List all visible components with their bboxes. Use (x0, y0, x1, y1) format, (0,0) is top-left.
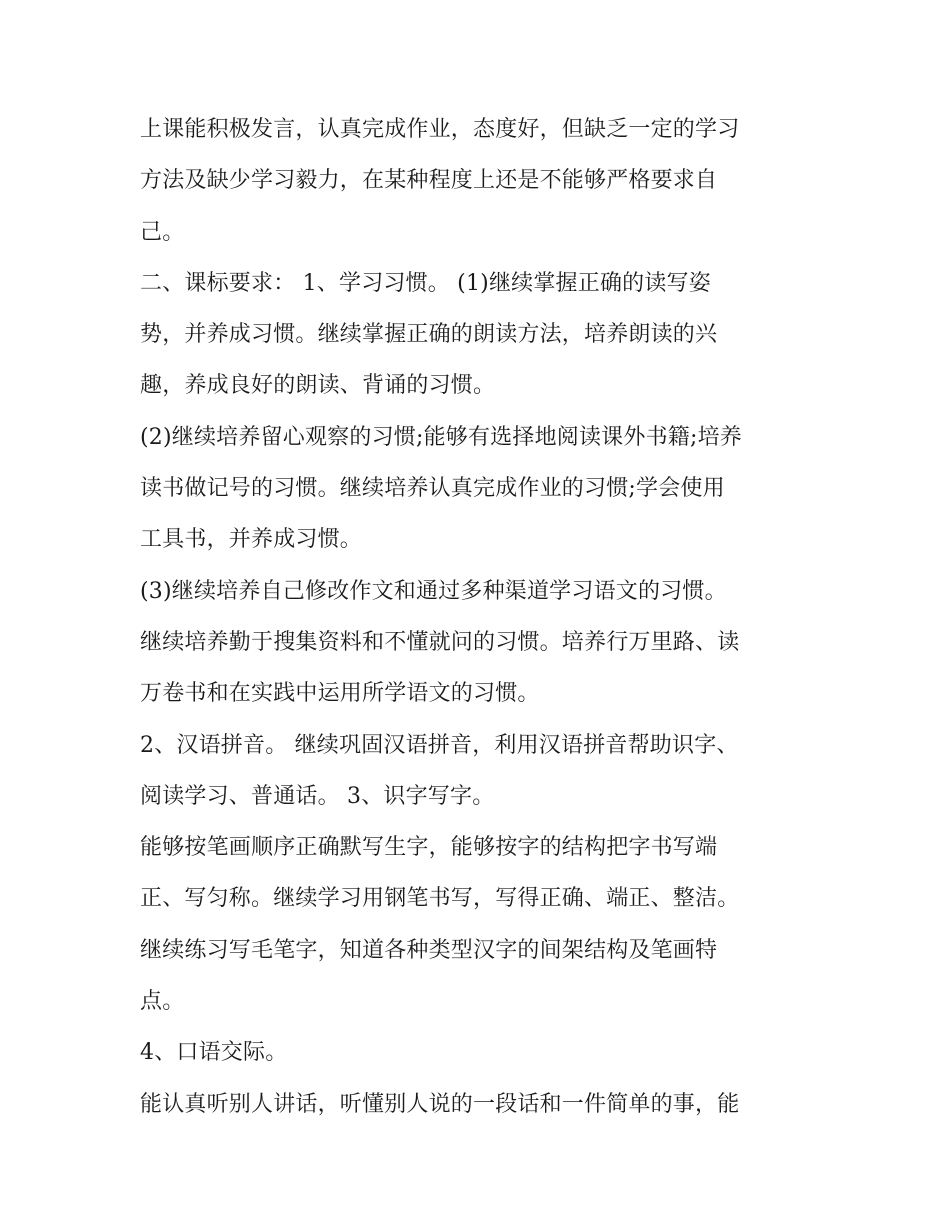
text-line: 万卷书和在实践中运用所学语文的习惯。 (140, 681, 540, 707)
text-line: 继续培养勤于搜集资料和不懂就问的习惯。培养行万里路、读 (140, 629, 740, 655)
text-line: 上课能积极发言，认真完成作业，态度好，但缺乏一定的学习 (140, 117, 740, 142)
text-line: 正、写匀称。继续学习用钢笔书写，写得正确、端正、整洁。 (140, 886, 740, 912)
text-line: 势，并养成习惯。继续掌握正确的朗读方法，培养朗读的兴 (140, 322, 718, 348)
text-line: 4、口语交际。 (140, 1040, 288, 1066)
text-line: 二、课标要求： 1、学习习惯。 (1)继续掌握正确的读写姿 (140, 270, 711, 296)
text-line: 能够按笔画顺序正确默写生字，能够按字的结构把字书写端 (140, 835, 718, 861)
text-line: 2、汉语拼音。 继续巩固汉语拼音，利用汉语拼音帮助识字、 (140, 732, 739, 758)
text-line: 继续练习写毛笔字，知道各种类型汉字的间架结构及笔画特 (140, 937, 718, 963)
text-line: 趣，养成良好的朗读、背诵的习惯。 (140, 373, 496, 399)
text-line: (3)继续培养自己修改作文和通过多种渠道学习语文的习惯。 (140, 578, 727, 604)
text-line: 方法及缺少学习毅力，在某种程度上还是不能够严格要求自 (140, 168, 718, 194)
text-line: 阅读学习、普通话。 3、识字写字。 (140, 783, 495, 809)
text-line: 己。 (140, 219, 185, 245)
text-line: 点。 (140, 989, 185, 1015)
text-line: 能认真听别人讲话，听懂别人说的一段话和一件简单的事，能 (140, 1091, 740, 1117)
text-line: 读书做记号的习惯。继续培养认真完成作业的习惯;学会使用 (140, 476, 725, 502)
text-line: 工具书，并养成习惯。 (140, 527, 363, 553)
text-line: (2)继续培养留心观察的习惯;能够有选择地阅读课外书籍;培养 (140, 424, 742, 450)
document-body (140, 108, 820, 1134)
